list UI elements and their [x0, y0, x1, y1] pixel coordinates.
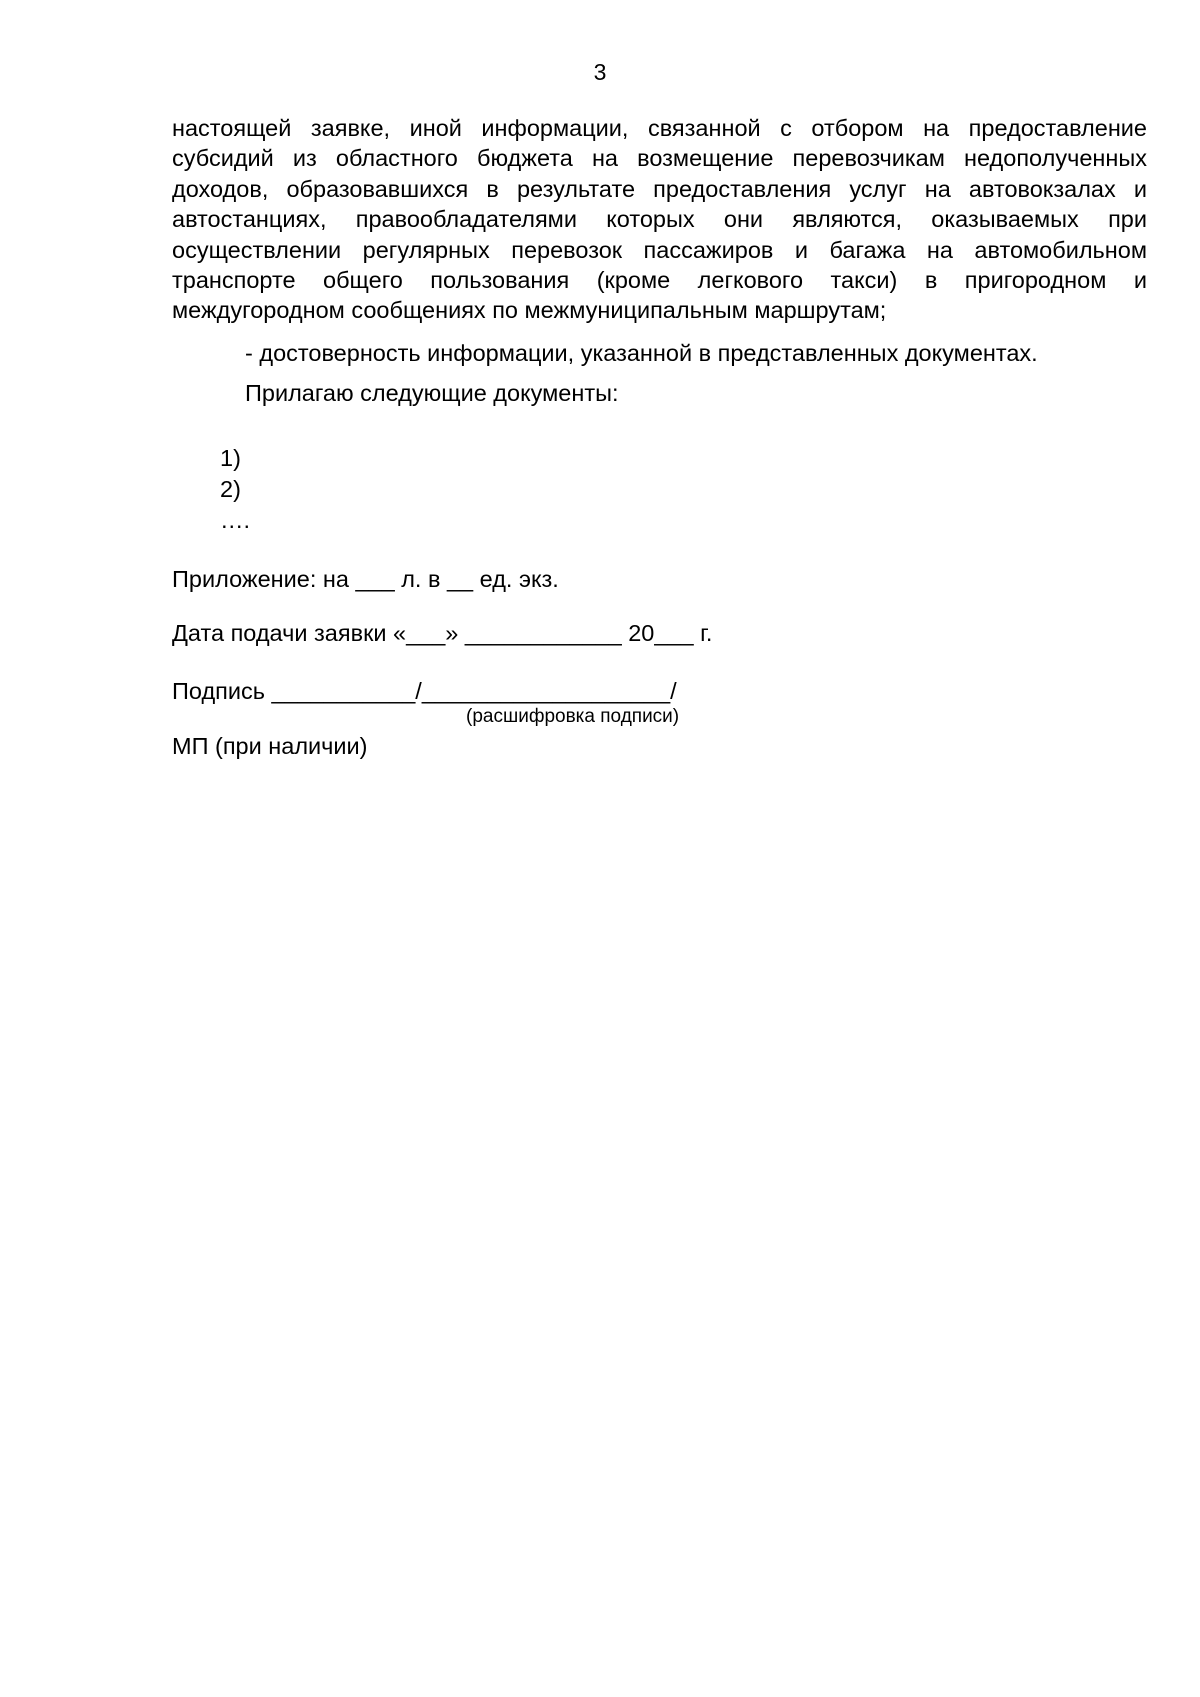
signature-caption: (расшифровка подписи) [466, 705, 680, 727]
attachment-count-line: Приложение: на ___ л. в __ ед. экз. [172, 565, 559, 592]
list-item: …. [220, 506, 251, 533]
consent-paragraph: настоящей заявке, иной информации, связанной с отбором на предоставление субсидий из областного бюджета на возмещение перевозчикам недополученных доходов, образовавшихся в результате предоставления услуг на автовокзалах и автостанциях, правообладателями которых они являются, оказываемых при осуществлении регулярных перевозок пассажиров и багажа на автомобильном транспорте общего пользования (кроме легкового такси) в пригородном и междугородном сообщениях по межмуниципальным маршрутам; [172, 115, 1147, 324]
list-item: 1) [220, 444, 241, 471]
stamp-line: МП (при наличии) [172, 732, 368, 759]
attachments-intro: Прилагаю следующие документы: [245, 379, 619, 406]
documents-list [172, 443, 1147, 536]
reliability-line: - достоверность информации, указанной в представленных документах. [245, 339, 1038, 366]
list-item: 2) [220, 475, 241, 502]
signature-line: Подпись ___________/___________________/ [172, 677, 677, 704]
document-body [172, 113, 1147, 761]
page-number: 3 [593, 59, 607, 85]
submission-date-line: Дата подачи заявки «___» ____________ 20___ г. [172, 619, 713, 646]
